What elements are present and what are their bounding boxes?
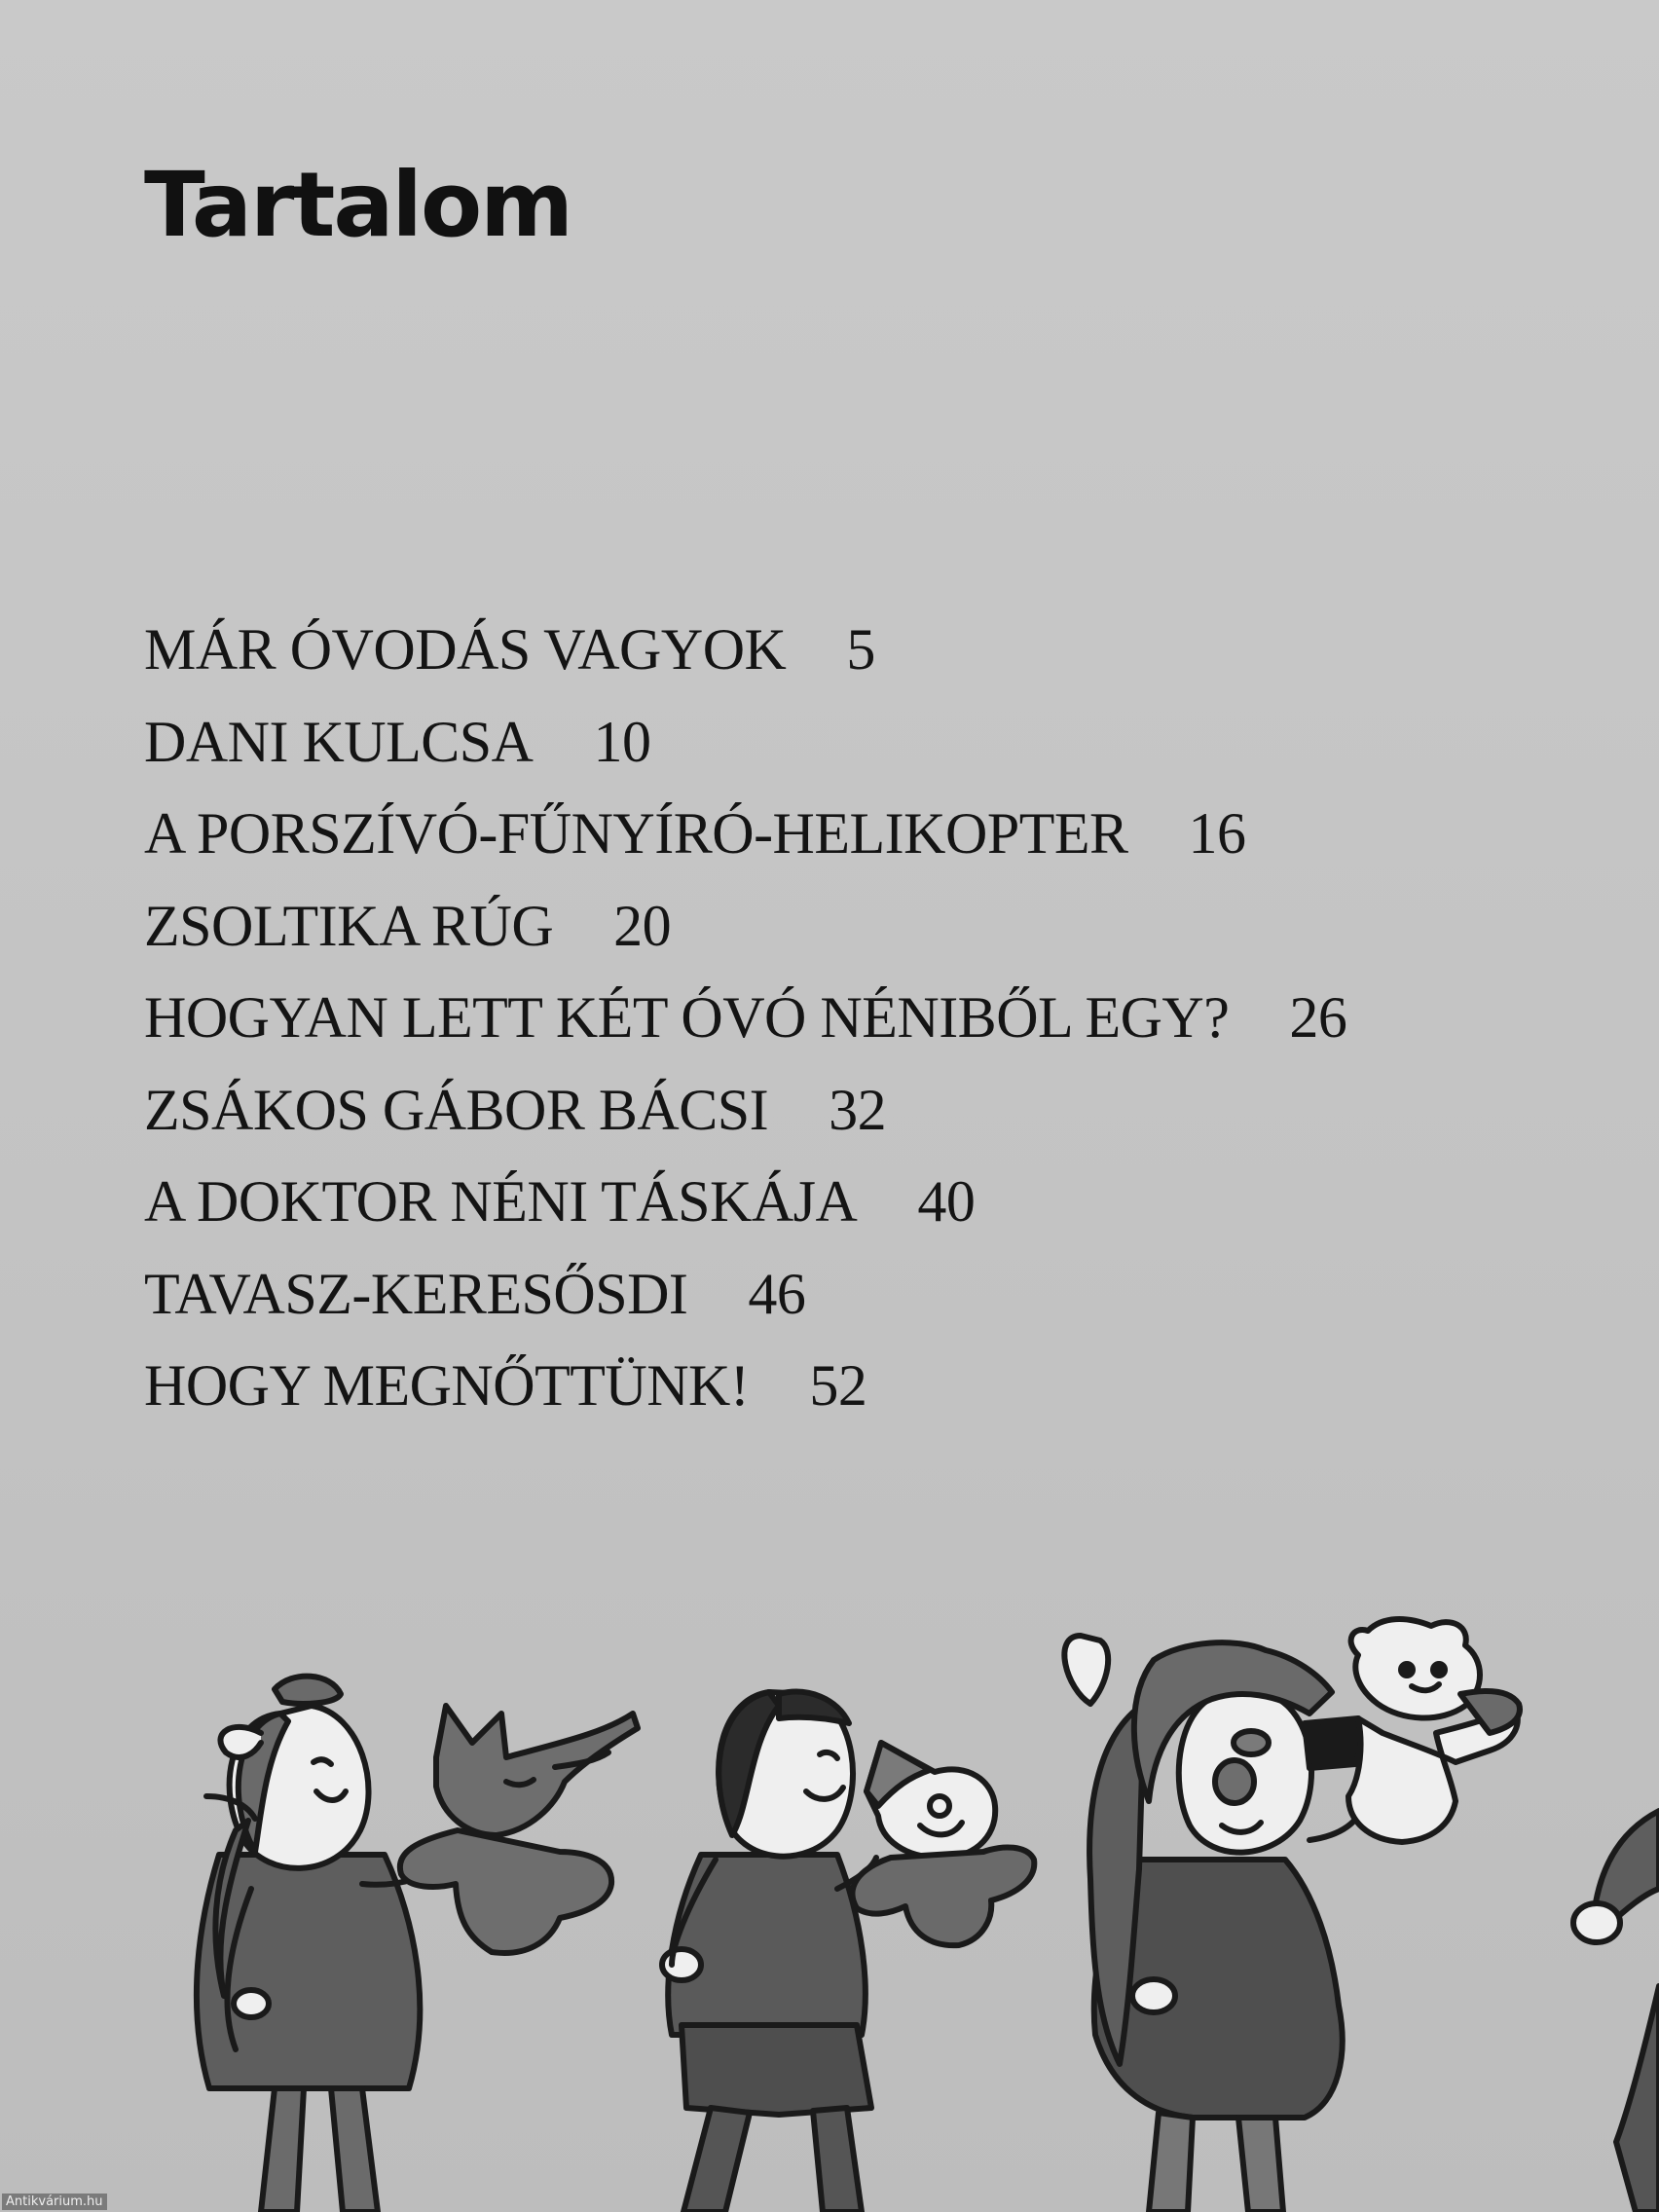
partial-child-figure bbox=[1573, 1811, 1659, 2212]
toc-entry bbox=[144, 1340, 1346, 1432]
toc-entry-title: MÁR ÓVODÁS VAGYOK bbox=[144, 617, 787, 682]
toc-entry bbox=[144, 1064, 1346, 1157]
toc-entry bbox=[144, 880, 1346, 973]
table-of-contents bbox=[144, 604, 1346, 1432]
toc-entry-title: A DOKTOR NÉNI TÁSKÁJA bbox=[144, 1169, 858, 1234]
toc-entry bbox=[144, 696, 1346, 789]
girl-with-bear-puppet-figure bbox=[1064, 1619, 1520, 2212]
toc-entry-title: DANI KULCSA bbox=[144, 709, 534, 774]
toc-entry-title: A PORSZÍVÓ-FŰNYÍRÓ-HELIKOPTER bbox=[144, 801, 1128, 866]
toc-entry-title: HOGYAN LETT KÉT ÓVÓ NÉNIBŐL EGY? bbox=[144, 985, 1230, 1050]
toc-entry bbox=[144, 1156, 1346, 1248]
children-puppets-illustration bbox=[0, 1597, 1659, 2212]
toc-entry-page: 40 bbox=[917, 1169, 976, 1234]
toc-entry-page: 52 bbox=[809, 1353, 867, 1418]
toc-entry-title: ZSÁKOS GÁBOR BÁCSI bbox=[144, 1077, 769, 1142]
toc-entry-title: ZSOLTIKA RÚG bbox=[144, 893, 554, 958]
toc-entry-title: TAVASZ-KERESŐSDI bbox=[144, 1261, 688, 1326]
toc-entry-title: HOGY MEGNŐTTÜNK! bbox=[144, 1353, 750, 1418]
boy-with-clown-puppet-figure bbox=[662, 1692, 1034, 2212]
toc-entry-page: 16 bbox=[1188, 801, 1246, 866]
toc-entry bbox=[144, 972, 1346, 1064]
toc-entry-page: 20 bbox=[613, 893, 672, 958]
girl-with-fox-puppet-figure bbox=[197, 1677, 638, 2212]
toc-entry-page: 26 bbox=[1289, 985, 1347, 1050]
toc-entry-page: 46 bbox=[748, 1261, 806, 1326]
toc-entry bbox=[144, 788, 1346, 880]
watermark: Antikvárium.hu bbox=[2, 2194, 107, 2210]
toc-entry bbox=[144, 1248, 1346, 1341]
toc-entry-page: 32 bbox=[829, 1077, 887, 1142]
page-title: Tartalom bbox=[144, 153, 572, 257]
toc-entry-page: 5 bbox=[846, 617, 875, 682]
toc-entry-page: 10 bbox=[593, 709, 651, 774]
toc-entry bbox=[144, 604, 1346, 696]
